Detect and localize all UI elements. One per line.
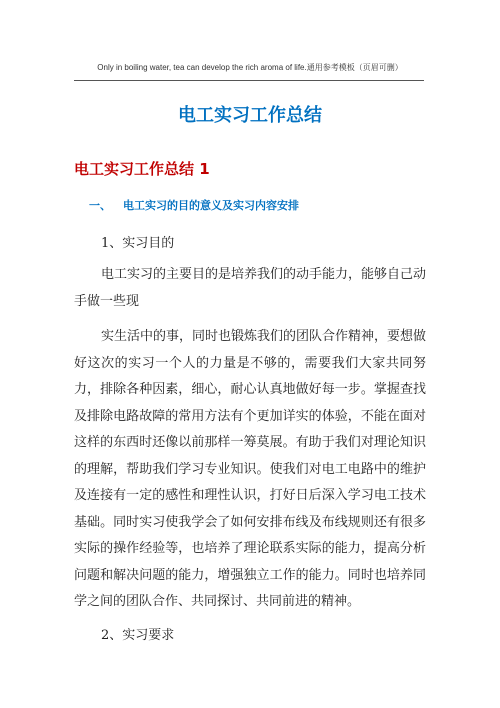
item-requirements: 2、实习要求 bbox=[101, 628, 175, 643]
document-title: 电工实习工作总结 bbox=[178, 105, 322, 126]
subheading bbox=[89, 197, 299, 213]
paragraph-1: 电工实习的主要目的是培养我们的动手能力，能够自己动手做一些现 bbox=[74, 267, 427, 309]
page-header: Only in boiling water, tea can develop the rich aroma of life.通用参考模板（页眉可删） bbox=[97, 63, 403, 72]
header-divider bbox=[74, 80, 424, 81]
item-purpose: 1、实习目的 bbox=[101, 236, 175, 251]
paragraph-2: 实生活中的事，同时也锻炼我们的团队合作精神，要想做好这次的实习一个人的力量是不够的，需要我们大家共同努力，排除各种因素，细心，耐心认真地做好每一步。掌握查找及排除电路故障的常用方法有个更加详实的体验，不能在面对这样的东西时还像以前那样一筹莫展。有助于我们对理论知识的理解，帮助我们学习专业知识。使我们对电工电路中的维护及连接有一定的感性和理性认识，打好日后深入学习电工技术基础。同时实习使我学会了如何安排布线及布线规则还有很多实际的操作经验等，也培养了理论联系实际的能力，提高分析问题和解决问题的能力，增强独立工作的能力。同时也培养同学之间的团队合作、共同探讨、共同前进的精神。 bbox=[74, 329, 427, 609]
subheading-text: 电工实习的目的意义及实习内容安排 bbox=[123, 199, 299, 212]
subheading-number: 一、 bbox=[89, 199, 111, 212]
section-title: 电工实习工作总结 1 bbox=[74, 160, 210, 178]
